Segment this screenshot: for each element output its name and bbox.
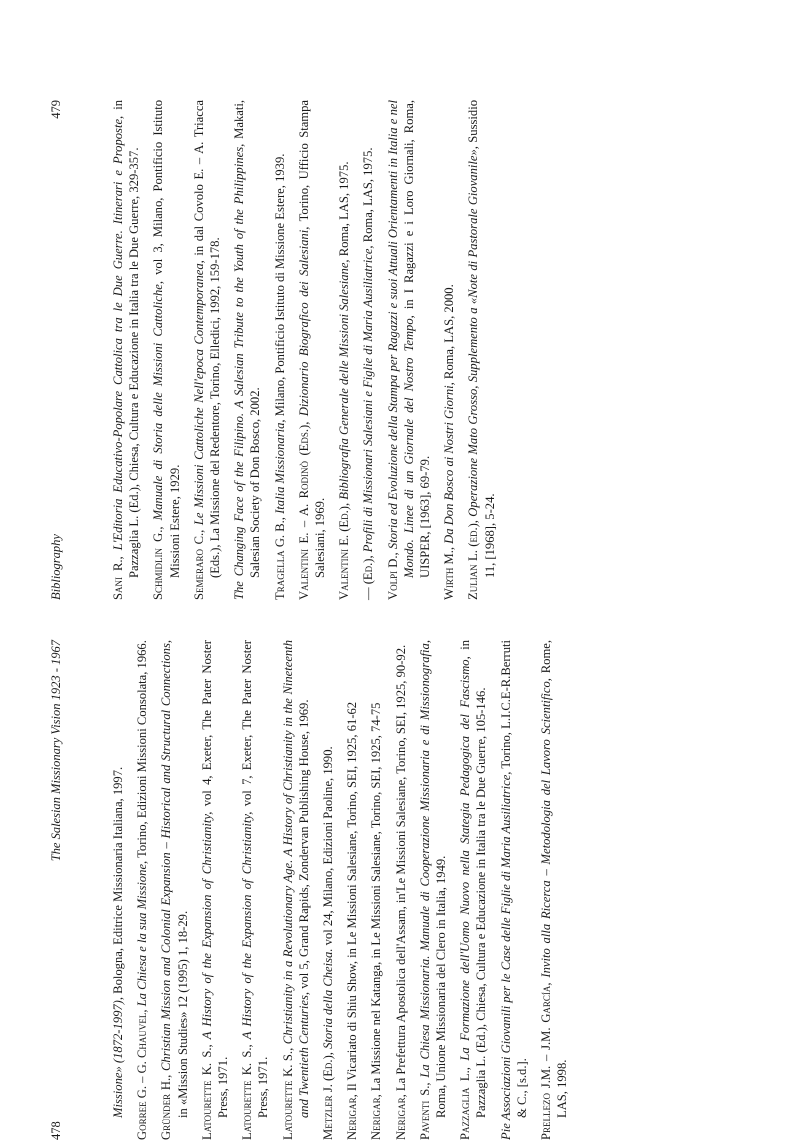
entry-title: La Chiesa Missionaria. Manuale di Cooperazione Missionaria e di Missionografia,: [418, 640, 432, 1083]
entry-author: Semeraro C.,: [192, 530, 206, 600]
entry-details: vol 24, Milano, Edizioni Paoline, 1990.: [321, 746, 335, 948]
entry-details: Roma, LAS, 2000.: [442, 284, 456, 382]
entry-title: Italia Missionaria,: [273, 419, 287, 517]
bibliography-entry: [336, 100, 352, 600]
entry-details: Roma, LAS, 1975.: [361, 147, 375, 245]
entry-details: Roma, Unione Missionaria del Clero in Italia, 1949.: [434, 856, 448, 1118]
entry-title: Christianity in a Revolutionary Age. A History of Christianity in the Nineteenth and Twentieth Centuries,: [281, 640, 311, 1118]
entry-author: Valentini E. (Ed.),: [337, 503, 351, 600]
bibliography-entry: [498, 640, 530, 1140]
entry-title: Operazione Mato Grosso, Supplemento a «Note di Pastorale Giovanile»,: [466, 146, 480, 520]
entry-details: in I Ragazzi e i Loro Giornali, Roma, UISPER, [1963], 69-79.: [402, 100, 432, 578]
entry-title: La Chiesa e la sua Missione,: [135, 861, 149, 1010]
entry-author: Schmidlin G.,: [151, 526, 165, 600]
bibliography-entry: [191, 100, 223, 600]
entry-title: Le Missioni Cattoliche Nell'epoca Contemporanea,: [192, 260, 206, 529]
entry-details: vol 3, Milano, Pontificio Istituto Missioni Estere, 1929.: [151, 100, 181, 578]
bibliography-entry: [199, 640, 231, 1140]
entry-title: Christian Mission and Colonial Expansion – Historical and Structural Connections,: [159, 640, 173, 1075]
entry-title: Storia ed Evoluzione della Stampa per Ragazzi e suoi Attuali Orientamenti in Italia e nel Mondo. Linee di un Giornale del Nostro Tempo,: [386, 100, 416, 578]
entry-details: La Missione nel Katanga, in Le Missioni Salesiane, Torino, SEI, 1925, 74-75: [369, 703, 383, 1095]
rotated-book-spread: [48, 100, 758, 1140]
bibliography-entry: [134, 640, 150, 1140]
entry-details: Sussidio 11, [1968], 5-24.: [466, 100, 496, 578]
entry-title: Invito alla Ricerca – Metodologia del Lavoro Scientifico,: [539, 678, 553, 982]
bibliography-entry: [441, 100, 457, 600]
left-bibliography-list: [110, 640, 578, 1140]
entry-author: Zulian L. (ed.),: [466, 520, 480, 600]
entry-author: Nerigar,: [369, 1094, 383, 1140]
entry-title: Profili di Missionari Salesiani e Figlie di Maria Ausiliatrice,: [361, 245, 375, 555]
bibliography-entry: [158, 640, 190, 1140]
bibliography-entry: [320, 640, 336, 1140]
entry-title: Manuale di Storia delle Missioni Cattoliche,: [151, 281, 165, 527]
entry-details: La Prefettura Apostolica dell'Assam, in'Le Missioni Salesiane, Torino, SEI, 1925, 90-92.: [394, 645, 408, 1094]
entry-title: Da Don Bosco ai Nostri Giorni,: [442, 382, 456, 547]
right-page-number: 479: [48, 100, 64, 119]
bibliography-entry: [110, 100, 142, 600]
entry-details: Milano, Pontificio Istituto di Missione Estere, 1939.: [273, 154, 287, 420]
entry-details: in Pazzaglia L. (Ed.), Chiesa, Cultura e Educazione in Italia tra le Due Guerre, 105-146.: [458, 640, 488, 1118]
bibliography-entry: [465, 100, 497, 600]
left-page-header: [48, 640, 68, 1140]
entry-title: Missione» (1872-1997): [111, 1000, 125, 1118]
entry-title: Bibliografia Generale delle Missioni Salesiane,: [337, 259, 351, 502]
bibliography-entry: [368, 640, 384, 1140]
entry-details: vol 5, Grand Rapids, Zondervan Publishing House, 1969.: [297, 700, 311, 992]
entry-author: Paventi S.,: [418, 1083, 432, 1140]
entry-author: Latourette K. S.,: [200, 1044, 214, 1140]
bibliography-entry: [393, 640, 409, 1140]
entry-author: Wirth M.,: [442, 547, 456, 600]
bibliography-entry: [296, 100, 328, 600]
bibliography-entry: [231, 100, 263, 600]
entry-details: in «Mission Studies» 12 (1995) 1, 18-29.: [176, 911, 190, 1118]
entry-details: Il Vicariato di Shiu Show, in Le Missioni Salesiane, Torino, SEI, 1925, 61-62: [345, 702, 359, 1094]
entry-details: Rome, LAS, 1998.: [539, 640, 569, 1118]
entry-title: La Formazione dell'Uomo Nuovo nella Stategia Pedagogica del Fascismo,: [458, 656, 472, 1067]
entry-title: The Changing Face of the Filipino. A Salesian Tribute to the Youth of the Philippines,: [232, 144, 246, 600]
entry-author: Tragella G. B.,: [273, 517, 287, 600]
entry-author: Nerigar,: [394, 1094, 408, 1140]
entry-author: Latourette K. S.,: [281, 1048, 295, 1140]
bibliography-entry: [538, 640, 570, 1140]
bibliography-entry: [417, 640, 449, 1140]
bibliography-entry: [272, 100, 288, 600]
entry-title: Dizionario Biografico dei Salesiani,: [297, 227, 311, 422]
entry-details: Torino, Ufficio Stampa Salesiani, 1969.: [297, 100, 327, 578]
entry-details: vol 4, Exeter, The Pater Noster Press, 1971.: [200, 640, 230, 1118]
entry-title: A History of the Expansion of Christianity,: [200, 812, 214, 1045]
right-page: [48, 100, 758, 600]
bibliography-entry: [110, 640, 126, 1140]
entry-author: Valentini E. – A. Rodinò (Eds.),: [297, 422, 311, 600]
right-bibliography-list: [110, 100, 506, 600]
left-page-number: 478: [48, 1121, 64, 1140]
entry-author: Prellezo J.M. – J.M. García,: [539, 982, 553, 1140]
entry-author: Volpi D.,: [386, 552, 400, 600]
entry-details: in dal Covolo E. – A. Triacca (Eds.), La Missione del Redentore, Torino, Elledici, 1992, 159-178.: [192, 100, 222, 578]
entry-title: Storia della Cheisa.: [321, 949, 335, 1053]
bibliography-entry: [150, 100, 182, 600]
entry-author: Latourette K. S.,: [240, 1044, 254, 1140]
left-page: [48, 640, 758, 1140]
right-running-head: Bibliography: [48, 534, 64, 600]
bibliography-entry: [239, 640, 271, 1140]
entry-details: Roma, LAS, 1975.: [337, 161, 351, 259]
entry-details: vol 7, Exeter, The Pater Noster Press, 1971.: [240, 640, 270, 1118]
left-running-head: The Salesian Missionary Vision 1923 - 1967: [48, 640, 64, 861]
bibliography-entry: [280, 640, 312, 1140]
entry-author: Gorree G. – G. Chauvel,: [135, 1009, 149, 1140]
bibliography-entry: [360, 100, 376, 600]
bibliography-entry: [344, 640, 360, 1140]
entry-title: A History of the Expansion of Christianity,: [240, 812, 254, 1045]
bibliography-entry: [457, 640, 489, 1140]
entry-author: Gründer H.,: [159, 1075, 173, 1140]
entry-author: Metzler J. (Ed.),: [321, 1052, 335, 1140]
right-page-header: [48, 100, 68, 600]
entry-title: L'Editoria Educativo-Popolare Cattolica tra le Due Guerre. Itinerari e Proposte,: [111, 116, 125, 556]
entry-title: Pie Associazioni Giovanili per le Case delle Figlie di Maria Ausiliatrice,: [499, 772, 513, 1140]
entry-author: — (Ed.),: [361, 555, 375, 600]
entry-details: Torino, Edizioni Missioni Consolata, 1966.: [135, 640, 149, 861]
entry-details: Torino, L.I.C.E-R.Berruti & C., [s.d.].: [499, 640, 529, 1118]
entry-author: Pazzaglia L.,: [458, 1067, 472, 1140]
entry-author: Nerigar,: [345, 1094, 359, 1140]
entry-details: in Pazzaglia L. (Ed.), Chiesa, Cultura e Educazione in Italia tra le Due Guerre, 329-357.: [111, 100, 141, 578]
entry-details: , Bologna, Editrice Missionaria Italiana, 1997.: [111, 767, 125, 1000]
entry-author: Sani R.,: [111, 556, 125, 600]
entry-details: Makati, Salesian Society of Don Bosco, 2002.: [232, 100, 262, 578]
bibliography-entry: [385, 100, 434, 600]
